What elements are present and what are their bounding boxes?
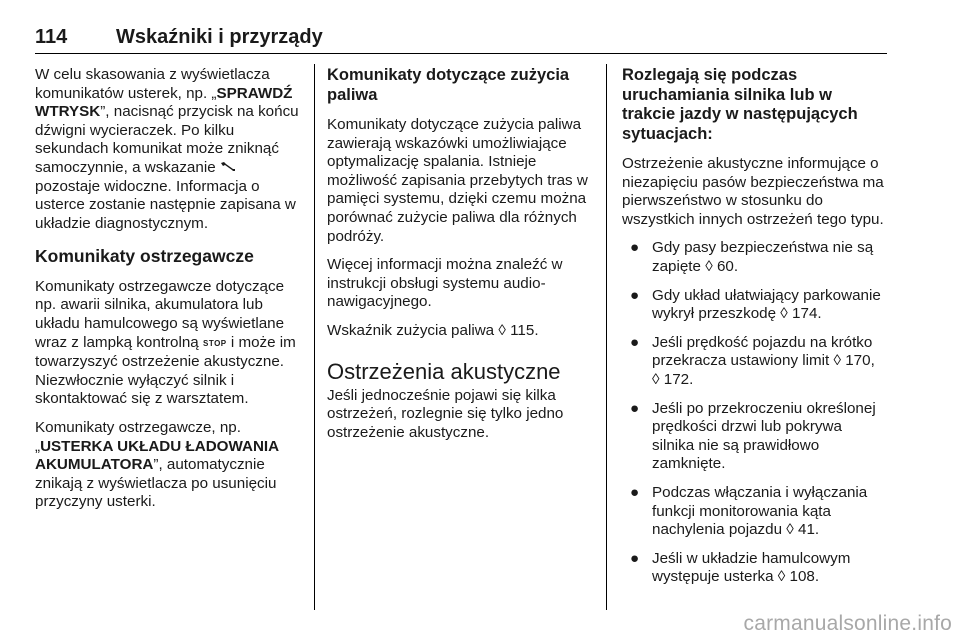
- message-code: SPRAWDŹ WTRYSK: [35, 84, 293, 121]
- text: .: [733, 257, 739, 275]
- page-reference[interactable]: 170: [845, 352, 871, 370]
- reference-arrow-icon: ◊: [786, 521, 794, 539]
- bullet-icon: ●: [630, 483, 640, 501]
- section-heading-warnings: Komunikaty ostrzegawcze: [35, 246, 254, 267]
- paragraph-fuel-more: Więcej informacji można znaleźć w instrukcji obsługi systemu audio-nawigacyjnego.: [327, 256, 563, 311]
- header-rule: [35, 53, 887, 54]
- watermark: carmanualsonline.info: [743, 612, 952, 635]
- page-title: Wskaźniki i przyrządy: [116, 26, 323, 48]
- text: Gdy pasy bezpieczeństwa nie są zapięte: [652, 239, 874, 275]
- column-1: [35, 66, 303, 522]
- text: Jeśli w układzie hamulcowym występuje usterka: [652, 549, 851, 586]
- list-item: [622, 550, 886, 587]
- text: W celu skasowania z wyświetlacza komunikatów usterek, np. „: [35, 66, 270, 102]
- text: Gdy układ ułatwiający parkowanie wykrył przeszkodę: [652, 286, 881, 323]
- page-number: 114: [35, 26, 68, 48]
- column-3: [622, 66, 886, 597]
- bullet-icon: ●: [630, 239, 640, 257]
- text: .: [534, 321, 539, 339]
- paragraph-fuel-gauge: [327, 322, 595, 341]
- situation-list: [622, 239, 886, 587]
- bullet-icon: ●: [630, 286, 640, 304]
- page-reference[interactable]: 172: [663, 370, 690, 388]
- reference-arrow-icon: ◊: [652, 370, 660, 388]
- paragraph-fuel-info: Komunikaty dotyczące zużycia paliwa zawierają wskazówki umożliwiające optymalizację spalania. Istnieje możliwość zapisania przebytych tras w pamięci systemu, dzięki czemu można porównać zużycie paliwa dla różnych podróży.: [327, 116, 588, 245]
- page-reference[interactable]: 41: [798, 521, 815, 539]
- text: Komunikaty ostrzegawcze, np. „: [35, 419, 241, 455]
- section-heading-acoustic: Ostrzeżenia akustyczne: [327, 358, 561, 384]
- page-reference[interactable]: 115: [510, 321, 535, 339]
- page-reference[interactable]: 174: [792, 305, 818, 323]
- paragraph-warning-messages: [35, 278, 303, 409]
- text: Jeśli prędkość pojazdu na krótko przekracza ustawiony limit: [652, 333, 873, 370]
- reference-arrow-icon: ◊: [833, 352, 841, 370]
- list-item: [622, 400, 886, 474]
- bullet-icon: ●: [630, 399, 640, 417]
- bullet-icon: ●: [630, 333, 640, 351]
- list-item: [622, 287, 886, 324]
- page-reference[interactable]: 60: [716, 257, 734, 275]
- paragraph-warning-example: [35, 419, 303, 512]
- reference-arrow-icon: ◊: [705, 257, 713, 275]
- text: Podczas włączania i wyłączania funkcji monitorowania kąta nachylenia pojazdu: [652, 483, 868, 539]
- page-header: [35, 22, 887, 52]
- list-item: [622, 484, 886, 540]
- text: .: [814, 568, 820, 586]
- text: ”, nacisnąć przycisk na końcu dźwigni wycieraczek. Po kilku sekundach komunikat może zniknąć samoczynnie, a wskazanie: [35, 103, 299, 176]
- reference-arrow-icon: ◊: [498, 321, 506, 339]
- paragraph-belt-priority: Ostrzeżenie akustyczne informujące o niezapięciu pasów bezpieczeństwa ma pierwszeństwo w stosunku do wszystkich innych ostrzeżeń tego typu.: [622, 155, 884, 228]
- section-heading-fuel: Komunikaty dotyczące zużycia paliwa: [327, 66, 570, 104]
- stop-warning-icon: STOP: [202, 338, 227, 348]
- text: .: [817, 305, 822, 323]
- paragraph-clear-messages: [35, 66, 303, 233]
- section-heading-situations: Rozlegają się podczas uruchamiania silnika lub w trakcie jazdy w następujących sytuacjach:: [622, 66, 858, 143]
- text: ”, automatycznie znikają z wyświetlacza po usunięciu przyczyny usterki.: [35, 456, 277, 511]
- column-2: [327, 66, 595, 452]
- list-item: [622, 239, 886, 276]
- reference-arrow-icon: ◊: [780, 305, 788, 323]
- column-divider-1: [314, 64, 315, 610]
- text: .: [689, 370, 694, 388]
- text: .: [814, 521, 820, 539]
- list-item: [622, 334, 886, 390]
- text: Jeśli po przekroczeniu określonej prędkości drzwi lub pokrywa silnika nie są prawidłowo zamknięte.: [652, 399, 876, 473]
- page-reference[interactable]: 108: [789, 568, 815, 586]
- wrench-icon: [220, 160, 236, 175]
- paragraph-acoustic: Jeśli jednocześnie pojawi się kilka ostrzeżeń, rozlegnie się tylko jedno ostrzeżenie akustyczne.: [327, 386, 564, 441]
- text: Wskaźnik zużycia paliwa: [327, 321, 499, 339]
- bullet-icon: ●: [630, 549, 640, 567]
- message-code: USTERKA UKŁADU ŁADOWANIA AKUMULATORA: [35, 437, 279, 474]
- text: i może im towarzyszyć ostrzeżenie akustyczne. Niezwłocznie wyłączyć silnik i skontaktować się z warsztatem.: [35, 333, 296, 408]
- text: ,: [870, 352, 875, 370]
- reference-arrow-icon: ◊: [777, 568, 786, 586]
- text: pozostaje widoczne. Informacja o usterce zostanie następnie zapisana w układzie diagnostycznym.: [35, 177, 296, 232]
- text: Komunikaty ostrzegawcze dotyczące np. awarii silnika, akumulatora lub układu hamulcowego są wyświetlane wraz z lampką kontrolną: [35, 277, 285, 351]
- column-divider-2: [606, 64, 607, 610]
